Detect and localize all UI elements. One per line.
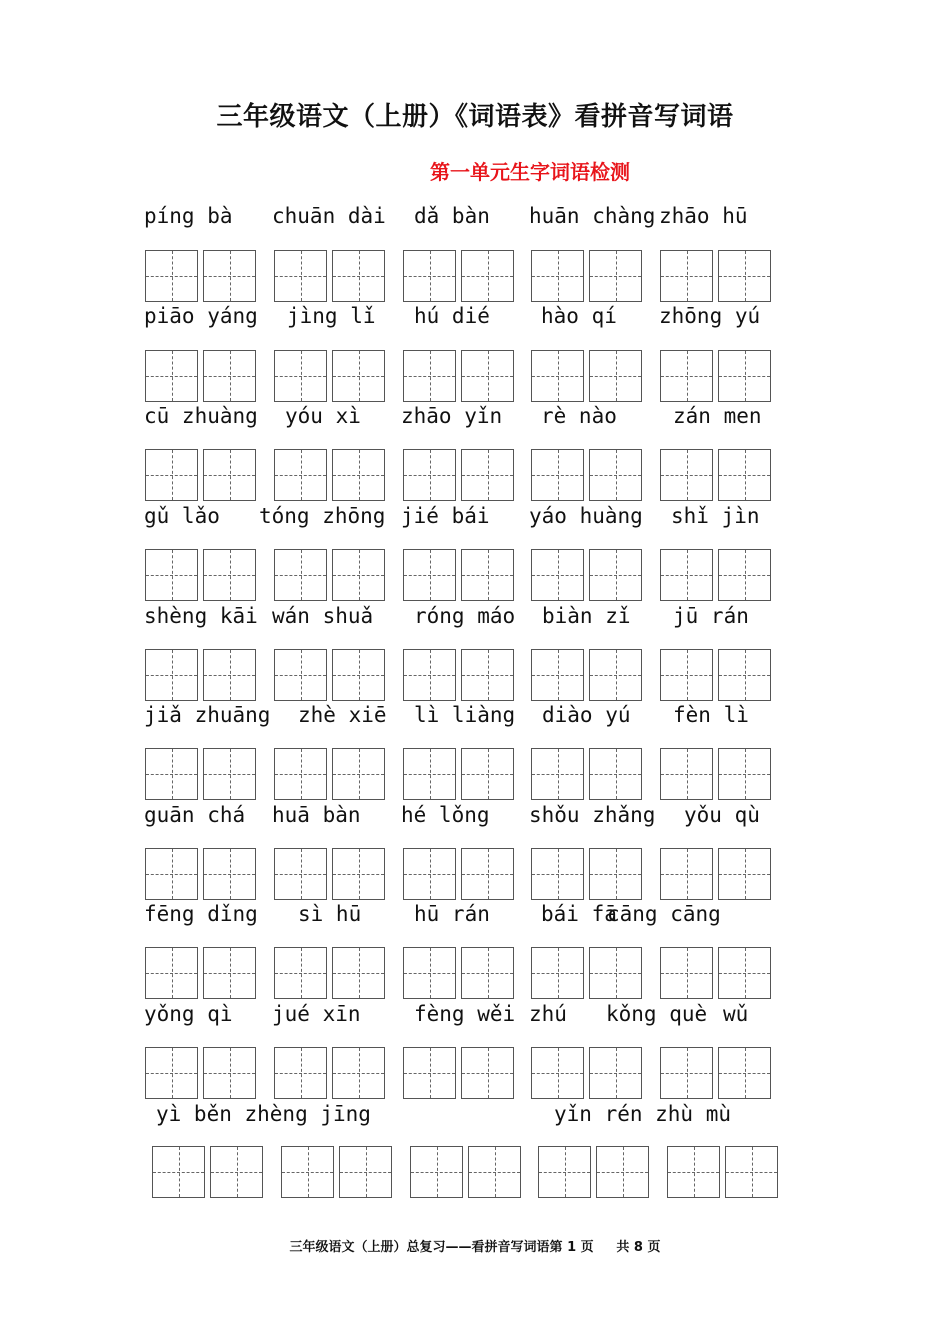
tianzige-writing-box[interactable]: [589, 1047, 642, 1099]
pinyin-prompt: sì hū: [298, 902, 362, 926]
writing-box-row: [0, 1146, 950, 1200]
tianzige-writing-box[interactable]: [660, 250, 713, 302]
tianzige-writing-box[interactable]: [274, 549, 327, 601]
pinyin-prompt: jiǎ zhuāng: [144, 703, 271, 727]
tianzige-writing-box[interactable]: [145, 1047, 198, 1099]
tianzige-writing-box[interactable]: [589, 449, 642, 501]
tianzige-writing-box[interactable]: [718, 250, 771, 302]
pinyin-prompt: jué xīn: [272, 1002, 361, 1026]
tianzige-writing-box[interactable]: [461, 748, 514, 800]
tianzige-writing-box[interactable]: [274, 649, 327, 701]
pinyin-prompt: huā bàn: [272, 803, 361, 827]
tianzige-writing-box[interactable]: [203, 848, 256, 900]
tianzige-writing-box[interactable]: [203, 947, 256, 999]
tianzige-writing-box[interactable]: [461, 848, 514, 900]
pinyin-prompt: hū rán: [414, 902, 490, 926]
pinyin-prompt: yì běn zhèng jīng: [156, 1102, 371, 1126]
writing-box-row: [0, 649, 950, 703]
tianzige-writing-box[interactable]: [589, 350, 642, 402]
tianzige-writing-box[interactable]: [332, 748, 385, 800]
writing-box-row: [0, 350, 950, 404]
tianzige-writing-box[interactable]: [403, 649, 456, 701]
pinyin-prompt: biàn zǐ: [542, 604, 631, 628]
writing-box-row: [0, 1047, 950, 1101]
tianzige-writing-box[interactable]: [145, 350, 198, 402]
section-subtitle: 第一单元生字词语检测: [430, 160, 630, 184]
tianzige-writing-box[interactable]: [461, 350, 514, 402]
pinyin-prompt: zhú: [529, 1002, 567, 1026]
writing-box-row: [0, 947, 950, 1001]
tianzige-writing-box[interactable]: [725, 1146, 778, 1198]
pinyin-prompt: shèng kāi: [144, 604, 258, 628]
tianzige-writing-box[interactable]: [274, 1047, 327, 1099]
tianzige-writing-box[interactable]: [718, 848, 771, 900]
tianzige-writing-box[interactable]: [403, 748, 456, 800]
tianzige-writing-box[interactable]: [718, 449, 771, 501]
tianzige-writing-box[interactable]: [589, 649, 642, 701]
tianzige-writing-box[interactable]: [538, 1146, 591, 1198]
tianzige-writing-box[interactable]: [461, 649, 514, 701]
tianzige-writing-box[interactable]: [203, 748, 256, 800]
tianzige-writing-box[interactable]: [660, 1047, 713, 1099]
pinyin-prompt: zhè xiē: [298, 703, 387, 727]
tianzige-writing-box[interactable]: [660, 649, 713, 701]
tianzige-writing-box[interactable]: [660, 947, 713, 999]
tianzige-writing-box[interactable]: [203, 1047, 256, 1099]
footer-text: 三年级语文（上册）总复习——看拼音写词语第: [289, 1240, 563, 1255]
tianzige-writing-box[interactable]: [403, 549, 456, 601]
tianzige-writing-box[interactable]: [589, 748, 642, 800]
tianzige-writing-box[interactable]: [332, 649, 385, 701]
footer-total-word: 共: [616, 1240, 630, 1255]
tianzige-writing-box[interactable]: [403, 947, 456, 999]
tianzige-writing-box[interactable]: [145, 848, 198, 900]
pinyin-prompt: yáo huàng: [529, 504, 643, 528]
pinyin-prompt: zhāo yǐn: [401, 404, 503, 428]
footer-page-total: 8: [633, 1240, 643, 1255]
tianzige-writing-box[interactable]: [403, 250, 456, 302]
pinyin-prompt: hé lǒng: [401, 803, 490, 827]
pinyin-prompt: fēng dǐng: [144, 902, 258, 926]
tianzige-writing-box[interactable]: [660, 748, 713, 800]
tianzige-writing-box[interactable]: [718, 748, 771, 800]
pinyin-prompt: lì liàng: [414, 703, 516, 727]
pinyin-prompt: wǔ: [723, 1002, 749, 1026]
tianzige-writing-box[interactable]: [403, 1047, 456, 1099]
pinyin-prompt: shǒu zhǎng: [529, 803, 656, 827]
pinyin-prompt: dǎ bàn: [414, 204, 490, 228]
tianzige-writing-box[interactable]: [660, 449, 713, 501]
tianzige-writing-box[interactable]: [203, 449, 256, 501]
pinyin-prompt: diào yú: [542, 703, 631, 727]
tianzige-writing-box[interactable]: [332, 350, 385, 402]
writing-box-row: [0, 250, 950, 304]
tianzige-writing-box[interactable]: [403, 350, 456, 402]
tianzige-writing-box[interactable]: [274, 748, 327, 800]
tianzige-writing-box[interactable]: [274, 947, 327, 999]
tianzige-writing-box[interactable]: [403, 449, 456, 501]
tianzige-writing-box[interactable]: [660, 350, 713, 402]
tianzige-writing-box[interactable]: [531, 947, 584, 999]
tianzige-writing-box[interactable]: [332, 449, 385, 501]
tianzige-writing-box[interactable]: [203, 250, 256, 302]
tianzige-writing-box[interactable]: [332, 848, 385, 900]
pinyin-prompt: shǐ jìn: [671, 504, 760, 528]
pinyin-prompt: jū rán: [673, 604, 749, 628]
tianzige-writing-box[interactable]: [332, 250, 385, 302]
tianzige-writing-box[interactable]: [596, 1146, 649, 1198]
tianzige-writing-box[interactable]: [660, 549, 713, 601]
tianzige-writing-box[interactable]: [274, 350, 327, 402]
tianzige-writing-box[interactable]: [410, 1146, 463, 1198]
pinyin-prompt: zhōng yú: [659, 304, 761, 328]
tianzige-writing-box[interactable]: [461, 947, 514, 999]
tianzige-writing-box[interactable]: [145, 549, 198, 601]
footer-page-word: 页: [580, 1240, 594, 1255]
tianzige-writing-box[interactable]: [332, 549, 385, 601]
pinyin-prompt: guān chá: [144, 803, 246, 827]
tianzige-writing-box[interactable]: [531, 649, 584, 701]
pinyin-prompt: yóu xì: [285, 404, 361, 428]
pinyin-prompt: jié bái: [401, 504, 490, 528]
tianzige-writing-box[interactable]: [145, 250, 198, 302]
tianzige-writing-box[interactable]: [403, 848, 456, 900]
tianzige-writing-box[interactable]: [203, 549, 256, 601]
pinyin-prompt: bái fā: [541, 902, 617, 926]
pinyin-prompt: wán shuǎ: [272, 604, 374, 628]
pinyin-prompt: hú dié: [414, 304, 490, 328]
pinyin-prompt: chuān dài: [272, 204, 386, 228]
pinyin-prompt: huān chàng: [529, 204, 656, 228]
pinyin-prompt: zhāo hū: [659, 204, 748, 228]
pinyin-prompt: jìng lǐ: [287, 304, 376, 328]
tianzige-writing-box[interactable]: [531, 848, 584, 900]
tianzige-writing-box[interactable]: [203, 350, 256, 402]
footer-page-word2: 页: [647, 1240, 661, 1255]
pinyin-prompt: tóng zhōng: [259, 504, 386, 528]
pinyin-prompt: yǒng qì: [144, 1002, 233, 1026]
tianzige-writing-box[interactable]: [203, 649, 256, 701]
tianzige-writing-box[interactable]: [461, 549, 514, 601]
tianzige-writing-box[interactable]: [718, 947, 771, 999]
tianzige-writing-box[interactable]: [718, 549, 771, 601]
pinyin-prompt: fèng wěi: [414, 1002, 516, 1026]
writing-box-row: [0, 848, 950, 902]
pinyin-prompt: róng máo: [414, 604, 516, 628]
pinyin-prompt: yǒu qù: [684, 803, 760, 827]
tianzige-writing-box[interactable]: [145, 748, 198, 800]
tianzige-writing-box[interactable]: [468, 1146, 521, 1198]
tianzige-writing-box[interactable]: [274, 250, 327, 302]
pinyin-prompt: píng bà: [144, 204, 233, 228]
tianzige-writing-box[interactable]: [531, 748, 584, 800]
page-footer: [0, 1236, 950, 1255]
tianzige-writing-box[interactable]: [332, 947, 385, 999]
tianzige-writing-box[interactable]: [589, 250, 642, 302]
page-title: 三年级语文（上册）《词语表》看拼音写词语: [216, 102, 734, 132]
pinyin-prompt: hào qí: [541, 304, 617, 328]
tianzige-writing-box[interactable]: [589, 947, 642, 999]
tianzige-writing-box[interactable]: [461, 449, 514, 501]
pinyin-prompt: fèn lì: [673, 703, 749, 727]
tianzige-writing-box[interactable]: [718, 649, 771, 701]
tianzige-writing-box[interactable]: [589, 549, 642, 601]
pinyin-prompt: gǔ lǎo: [144, 504, 220, 528]
tianzige-writing-box[interactable]: [339, 1146, 392, 1198]
tianzige-writing-box[interactable]: [274, 449, 327, 501]
tianzige-writing-box[interactable]: [531, 350, 584, 402]
pinyin-prompt: kǒng què: [606, 1002, 708, 1026]
pinyin-prompt: piāo yáng: [144, 304, 258, 328]
pinyin-prompt: cū zhuàng: [144, 404, 258, 428]
pinyin-prompt: zán men: [673, 404, 762, 428]
writing-box-row: [0, 748, 950, 802]
tianzige-writing-box[interactable]: [145, 449, 198, 501]
writing-box-row: [0, 449, 950, 503]
tianzige-writing-box[interactable]: [332, 1047, 385, 1099]
tianzige-writing-box[interactable]: [531, 449, 584, 501]
tianzige-writing-box[interactable]: [274, 848, 327, 900]
tianzige-writing-box[interactable]: [531, 1047, 584, 1099]
pinyin-prompt: yǐn rén zhù mù: [554, 1102, 732, 1126]
footer-page-current: 1: [567, 1240, 577, 1255]
tianzige-writing-box[interactable]: [667, 1146, 720, 1198]
tianzige-writing-box[interactable]: [531, 549, 584, 601]
writing-box-row: [0, 549, 950, 603]
pinyin-prompt: rè nào: [541, 404, 617, 428]
pinyin-prompt: cāng cāng: [607, 902, 721, 926]
tianzige-writing-box[interactable]: [145, 947, 198, 999]
tianzige-writing-box[interactable]: [660, 848, 713, 900]
tianzige-writing-box[interactable]: [589, 848, 642, 900]
tianzige-writing-box[interactable]: [152, 1146, 205, 1198]
tianzige-writing-box[interactable]: [531, 250, 584, 302]
tianzige-writing-box[interactable]: [718, 350, 771, 402]
tianzige-writing-box[interactable]: [461, 250, 514, 302]
tianzige-writing-box[interactable]: [281, 1146, 334, 1198]
tianzige-writing-box[interactable]: [210, 1146, 263, 1198]
tianzige-writing-box[interactable]: [461, 1047, 514, 1099]
tianzige-writing-box[interactable]: [145, 649, 198, 701]
tianzige-writing-box[interactable]: [718, 1047, 771, 1099]
